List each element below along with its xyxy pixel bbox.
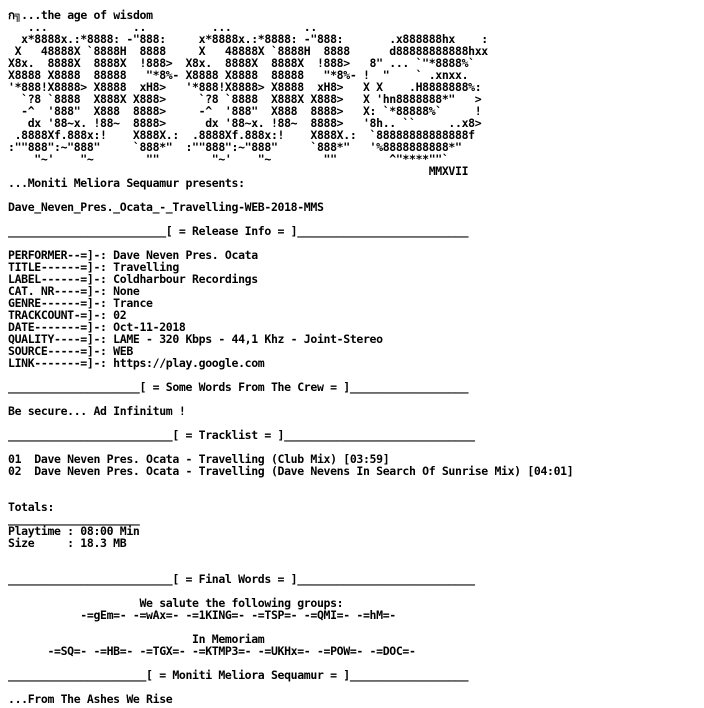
- totals-divider: ____________________: [8, 512, 140, 526]
- blank-line: [8, 489, 573, 501]
- ascii-art-line: ... .. ... ..: [8, 20, 317, 34]
- totals-size: Size : 18.3 MB: [8, 536, 127, 550]
- info-genre: GENRE------=]-: Trance: [8, 296, 153, 310]
- release-name: Dave_Neven_Pres._Ocata_-_Travelling-WEB-2018-MMS: [8, 200, 324, 214]
- info-title: TITLE------=]-: Travelling: [8, 260, 179, 274]
- ascii-art-line: X8x. 8888X 8888X !888> X8x. 8888X 8888X !888> 8" ... `"*8888%`: [8, 56, 475, 70]
- presents-line: ...Moniti Meliora Sequamur presents:: [8, 176, 245, 190]
- ascii-art-line: -^ '888" X888 8888> -^ '888" X888 8888> X: `*88888%` !: [8, 104, 482, 118]
- memoriam-heading: In Memoriam: [8, 632, 265, 646]
- ascii-art-line: x*8888x.:*8888: -"888: x*8888x.:*8888: -"888: .x888888hx :: [8, 32, 488, 46]
- ascii-art-line: X8888 X8888 88888 "*8%- X8888 X8888 88888 "*8%- ! " ` .xnxx.: [8, 68, 469, 82]
- greetings-heading: We salute the following groups:: [8, 596, 344, 610]
- track-row: 02 Dave Neven Pres. Ocata - Travelling (Dave Nevens In Search Of Sunrise Mix) [04:01]: [8, 464, 574, 478]
- section-header-release-info: ________________________[ = Release Info = ]__________________________: [8, 224, 469, 238]
- closing-line: ...From The Ashes We Rise: [8, 692, 173, 706]
- blank-line: [8, 477, 573, 489]
- info-quality: QUALITY----=]-: LAME - 320 Kbps - 44,1 Khz - Joint-Stereo: [8, 332, 383, 346]
- section-header-mms: _____________________[ = Moniti Meliora Sequamur = ]__________________: [8, 668, 469, 682]
- crew-words-text: Be secure... Ad Infinitum !: [8, 404, 186, 418]
- ascii-art-year: MMXVII: [8, 164, 469, 178]
- greetings-groups: -=gEm=- -=wAx=- -=1KING=- -=TSP=- -=QMI=- -=hM=-: [8, 608, 396, 622]
- section-header-final-words: _________________________[ = Final Words = ]___________________________: [8, 572, 475, 586]
- info-date: DATE-------=]-: Oct-11-2018: [8, 320, 186, 334]
- memoriam-groups: -=SQ=- -=HB=- -=TGX=- -=KTMP3=- -=UKHx=- -=POW=- -=DOC=-: [8, 644, 416, 658]
- info-label: LABEL------=]-: Coldharbour Recordings: [8, 272, 258, 286]
- info-performer: PERFORMER--=]-: Dave Neven Pres. Ocata: [8, 248, 258, 262]
- ascii-art-line: '*888!X8888> X8888 xH8> '*888!X8888> X8888 xH8> X X .H8888888%:: [8, 80, 482, 94]
- track-row: 01 Dave Neven Pres. Ocata - Travelling (Club Mix) [03:59]: [8, 452, 390, 466]
- text-line-header: ก╗...the age of wisdom: [8, 8, 153, 22]
- info-cat-nr: CAT. NR----=]-: None: [8, 284, 140, 298]
- ascii-art-line: X 48888X `8888H 8888 X 48888X `8888H 8888 d88888888888hxx: [8, 44, 488, 58]
- info-source: SOURCE-----=]-: WEB: [8, 344, 133, 358]
- info-link: LINK-------=]-: https://play.google.com: [8, 356, 265, 370]
- section-header-tracklist: _________________________[ = Tracklist = ]_____________________________: [8, 428, 475, 442]
- ascii-art-line: .8888Xf.888x:! X888X.: .8888Xf.888x:! X888X.: `88888888888888f: [8, 128, 475, 142]
- ascii-art-line: "~' "~ "" "~' "~ "" ^"****""`: [8, 152, 449, 166]
- totals-heading: Totals:: [8, 500, 55, 514]
- totals-playtime: Playtime : 08:00 Min: [8, 524, 140, 538]
- ascii-art-line: `?8 `8888 X888X X888> `?8 `8888 X888X X888> X 'hn8888888*" >: [8, 92, 482, 106]
- section-header-crew-words: ____________________[ = Some Words From The Crew = ]__________________: [8, 380, 469, 394]
- blank-line: [8, 549, 573, 561]
- nfo-text-block: [8, 9, 573, 705]
- info-trackcount: TRACKCOUNT-=]-: 02: [8, 308, 127, 322]
- ascii-art-line: :""888":~"888" `888*" :""888":~"888" `888*" '%8888888888*": [8, 140, 462, 154]
- ascii-art-line: dx '88~x. !88~ 8888> dx '88~x. !88~ 8888> '8h.. `` ..x8>: [8, 116, 482, 130]
